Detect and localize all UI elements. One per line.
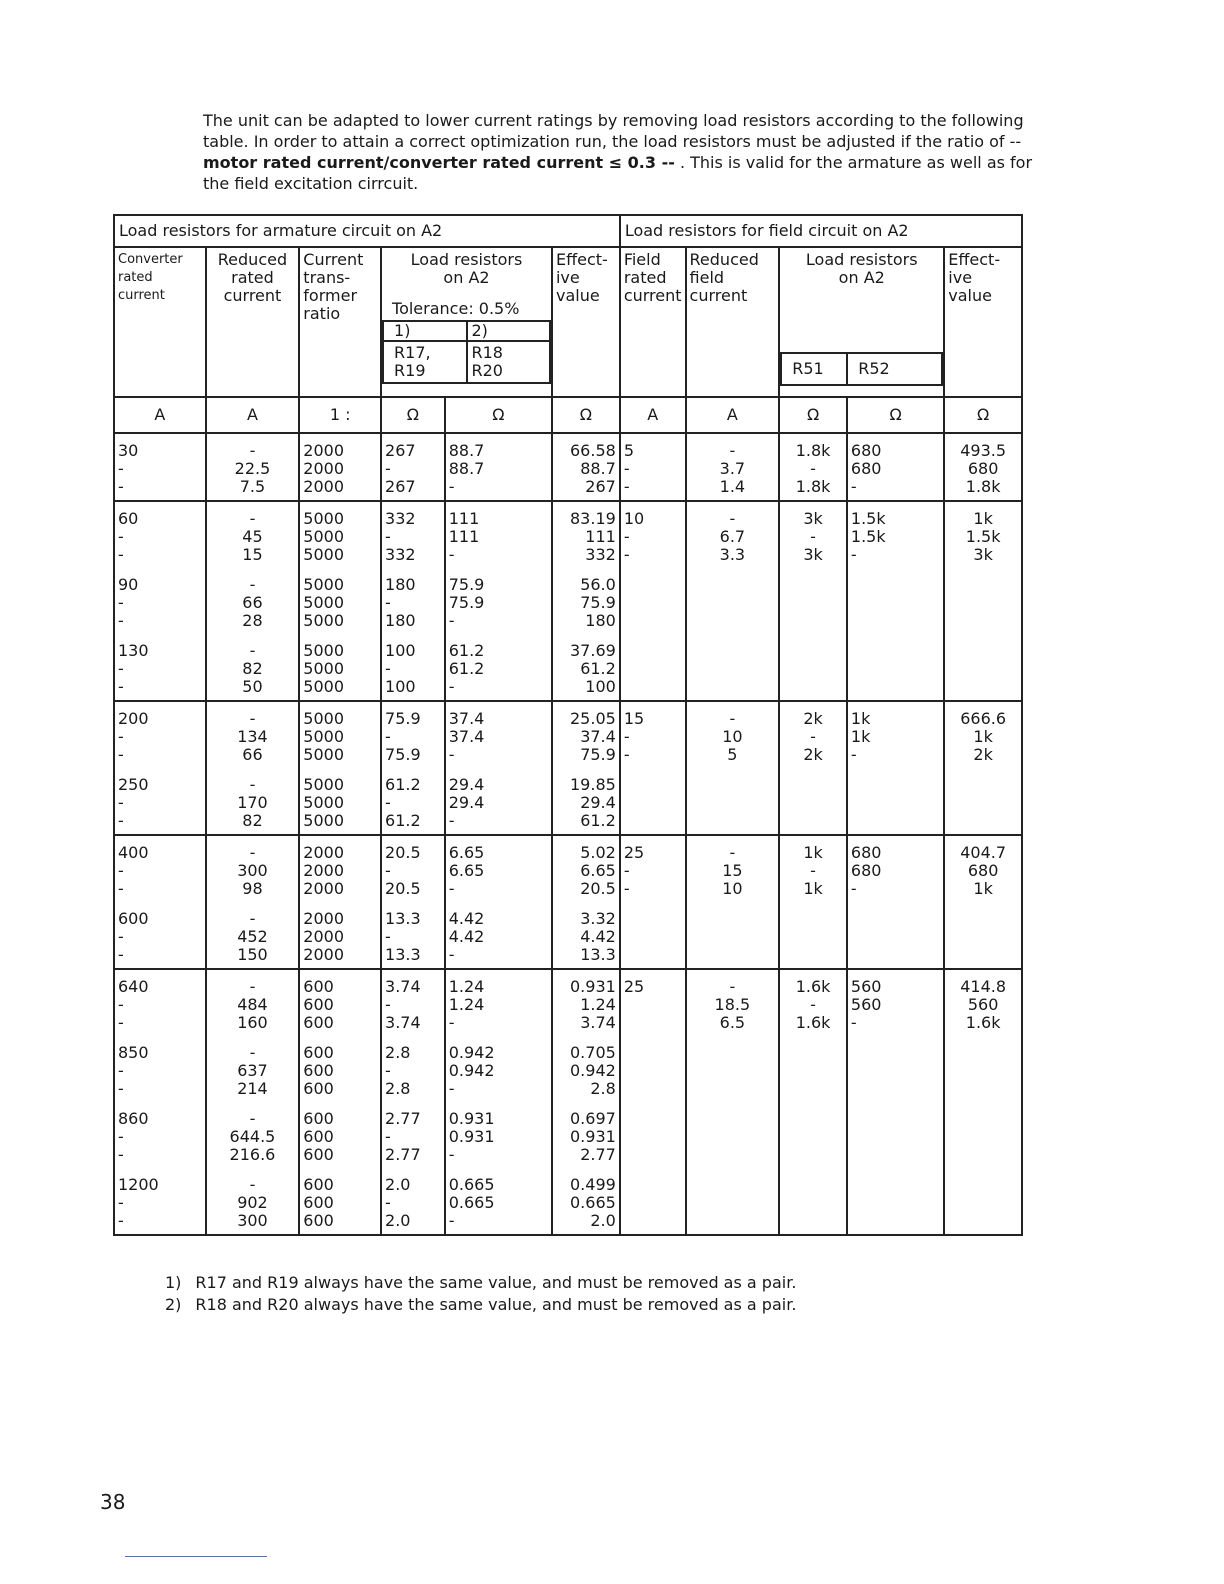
converter-rated-cell: 130 - - — [114, 634, 206, 701]
effective-value-cell: 37.69 61.2 100 — [552, 634, 620, 701]
r17-r19-cell: 2.77 - 2.77 — [381, 1102, 445, 1168]
field-rated-cell: 10 - - — [620, 501, 686, 701]
converter-rated-cell: 250 - - — [114, 768, 206, 835]
r17-r19-cell: 75.9 - 75.9 — [381, 701, 445, 768]
converter-rated-cell: 860 - - — [114, 1102, 206, 1168]
reduced-rated-cell: - 452 150 — [206, 902, 300, 969]
converter-rated-cell: 1200 - - — [114, 1168, 206, 1235]
reduced-rated-cell: - 22.5 7.5 — [206, 433, 300, 501]
field-effective-value-cell: 666.6 1k 2k — [944, 701, 1022, 835]
footnote-ref-2: 2) — [467, 321, 550, 341]
r52-cell: 1k 1k - — [847, 701, 944, 835]
effective-value-cell: 19.85 29.4 61.2 — [552, 768, 620, 835]
reduced-field-cell: - 6.7 3.3 — [686, 501, 780, 701]
r51-cell: 1k - 1k — [779, 835, 847, 969]
reduced-rated-cell: - 134 66 — [206, 701, 300, 768]
header-reduced-field: Reduced field current — [686, 247, 780, 397]
effective-value-cell: 0.931 1.24 3.74 — [552, 969, 620, 1036]
r18-r20-cell: 0.931 0.931 - — [445, 1102, 552, 1168]
r17-r19-cell: 180 - 180 — [381, 568, 445, 634]
r17-r19-cell: 332 - 332 — [381, 501, 445, 568]
reduced-field-cell: - 3.7 1.4 — [686, 433, 780, 501]
reduced-rated-cell: - 484 160 — [206, 969, 300, 1036]
footnotes — [165, 1272, 796, 1316]
ct-ratio-cell: 5000 5000 5000 — [299, 768, 381, 835]
r17-r19-cell: 267 - 267 — [381, 433, 445, 501]
footnote-mark: 1) — [165, 1273, 182, 1292]
converter-rated-cell: 640 - - — [114, 969, 206, 1036]
field-load-resistors-label: Load resistors on A2 — [805, 250, 918, 287]
converter-rated-cell: 200 - - — [114, 701, 206, 768]
effective-value-cell: 56.0 75.9 180 — [552, 568, 620, 634]
header-field-rated: Field rated current — [620, 247, 686, 397]
field-rated-cell: 15 - - — [620, 701, 686, 835]
footnote-ref-1: 1) — [383, 321, 466, 341]
ct-ratio-cell: 2000 2000 2000 — [299, 835, 381, 902]
unit-cell: A — [620, 397, 686, 433]
effective-value-cell: 66.58 88.7 267 — [552, 433, 620, 501]
ct-ratio-cell: 600 600 600 — [299, 1102, 381, 1168]
r18-r20-cell: 1.24 1.24 - — [445, 969, 552, 1036]
ct-ratio-cell: 600 600 600 — [299, 1036, 381, 1102]
table-row — [114, 501, 1022, 568]
effective-value-cell: 5.02 6.65 20.5 — [552, 835, 620, 902]
footnote — [165, 1294, 796, 1316]
r52-cell: 560 560 - — [847, 969, 944, 1235]
r17-r19-cell: 13.3 - 13.3 — [381, 902, 445, 969]
unit-cell: Ω — [381, 397, 445, 433]
r17-r19-cell: 100 - 100 — [381, 634, 445, 701]
ct-ratio-cell: 5000 5000 5000 — [299, 634, 381, 701]
ct-ratio-cell: 5000 5000 5000 — [299, 501, 381, 568]
r18-r20-cell: 88.7 88.7 - — [445, 433, 552, 501]
load-resistor-table — [113, 214, 1023, 1236]
field-rated-cell: 25 — [620, 969, 686, 1235]
intro-text-1: The unit can be adapted to lower current ratings by removing load resistors according to the following table. In order to attain a correct optimization run, the load resistors must be adjusted if the ratio of -- — [203, 111, 1024, 151]
ct-ratio-cell: 2000 2000 2000 — [299, 433, 381, 501]
field-effective-value-cell: 404.7 680 1k — [944, 835, 1022, 969]
intro-text-2: . This is valid for the armature as well as for the field excitation cirrcuit. — [203, 153, 1033, 193]
r17-r19-cell: 20.5 - 20.5 — [381, 835, 445, 902]
r17-r19-cell: 3.74 - 3.74 — [381, 969, 445, 1036]
unit-cell: Ω — [552, 397, 620, 433]
r18-r20-cell: 6.65 6.65 - — [445, 835, 552, 902]
field-effective-value-cell: 414.8 560 1.6k — [944, 969, 1022, 1235]
r18-r20-cell: 0.942 0.942 - — [445, 1036, 552, 1102]
header-field-effective-value: Effect- ive value — [944, 247, 1022, 397]
field-resistor-subheader — [780, 352, 943, 386]
reduced-field-cell: - 15 10 — [686, 835, 780, 969]
armature-title: Load resistors for armature circuit on A2 — [114, 215, 620, 247]
table-row — [114, 433, 1022, 501]
effective-value-cell: 0.697 0.931 2.77 — [552, 1102, 620, 1168]
reduced-rated-cell: - 902 300 — [206, 1168, 300, 1235]
ct-ratio-cell: 600 600 600 — [299, 1168, 381, 1235]
page-number: 38 — [100, 1490, 126, 1514]
r18-r20-cell: 75.9 75.9 - — [445, 568, 552, 634]
r52-cell: 1.5k 1.5k - — [847, 501, 944, 701]
r17-r19-cell: 61.2 - 61.2 — [381, 768, 445, 835]
reduced-rated-cell: - 300 98 — [206, 835, 300, 902]
reduced-rated-cell: - 66 28 — [206, 568, 300, 634]
converter-rated-cell: 850 - - — [114, 1036, 206, 1102]
header-r18-r20: R18 R20 — [467, 341, 550, 383]
table-row — [114, 969, 1022, 1036]
reduced-rated-cell: - 82 50 — [206, 634, 300, 701]
unit-cell: 1 : — [299, 397, 381, 433]
r51-cell: 3k - 3k — [779, 501, 847, 701]
unit-cell: Ω — [779, 397, 847, 433]
header-r52: R52 — [847, 353, 942, 385]
r17-r19-cell: 2.8 - 2.8 — [381, 1036, 445, 1102]
header-r51: R51 — [781, 353, 847, 385]
reduced-rated-cell: - 170 82 — [206, 768, 300, 835]
header-field-load-resistors — [779, 247, 944, 397]
ct-ratio-cell: 600 600 600 — [299, 969, 381, 1036]
converter-rated-cell: 60 - - — [114, 501, 206, 568]
tolerance-label: Tolerance: 0.5% — [392, 299, 520, 318]
effective-value-cell: 25.05 37.4 75.9 — [552, 701, 620, 768]
unit-cell: Ω — [847, 397, 944, 433]
header-converter-rated: Converter rated current — [114, 247, 206, 397]
reduced-rated-cell: - 644.5 216.6 — [206, 1102, 300, 1168]
r17-r19-cell: 2.0 - 2.0 — [381, 1168, 445, 1235]
effective-value-cell: 0.705 0.942 2.8 — [552, 1036, 620, 1102]
load-resistors-label: Load resistors on A2 — [410, 250, 523, 287]
ct-ratio-cell: 5000 5000 5000 — [299, 701, 381, 768]
footnote-mark: 2) — [165, 1295, 182, 1314]
header-load-resistors — [381, 247, 552, 397]
ct-ratio-cell: 5000 5000 5000 — [299, 568, 381, 634]
r51-cell: 1.8k - 1.8k — [779, 433, 847, 501]
table-row — [114, 701, 1022, 768]
r18-r20-cell: 61.2 61.2 - — [445, 634, 552, 701]
footnote-text: R17 and R19 always have the same value, and must be removed as a pair. — [195, 1273, 797, 1292]
field-rated-cell: 5 - - — [620, 433, 686, 501]
load-resistor-subheader — [382, 320, 551, 384]
field-effective-value-cell: 493.5 680 1.8k — [944, 433, 1022, 501]
converter-rated-cell: 30 - - — [114, 433, 206, 501]
effective-value-cell: 0.499 0.665 2.0 — [552, 1168, 620, 1235]
header-r17-r19: R17, R19 — [383, 341, 466, 383]
ct-ratio-cell: 2000 2000 2000 — [299, 902, 381, 969]
header-ct-ratio: Current trans- former ratio — [299, 247, 381, 397]
intro-paragraph — [203, 110, 1033, 194]
effective-value-cell: 3.32 4.42 13.3 — [552, 902, 620, 969]
reduced-field-cell: - 10 5 — [686, 701, 780, 835]
unit-cell: Ω — [445, 397, 552, 433]
converter-rated-cell: 400 - - — [114, 835, 206, 902]
footnote — [165, 1272, 796, 1294]
unit-cell: A — [206, 397, 300, 433]
intro-bold-ratio: motor rated current/converter rated current ≤ 0.3 -- — [203, 153, 675, 172]
r18-r20-cell: 111 111 - — [445, 501, 552, 568]
unit-cell: A — [686, 397, 780, 433]
converter-rated-cell: 90 - - — [114, 568, 206, 634]
units-row — [114, 397, 1022, 433]
r52-cell: 680 680 - — [847, 433, 944, 501]
r18-r20-cell: 0.665 0.665 - — [445, 1168, 552, 1235]
converter-rated-cell: 600 - - — [114, 902, 206, 969]
r52-cell: 680 680 - — [847, 835, 944, 969]
unit-cell: Ω — [944, 397, 1022, 433]
footer-rule — [125, 1556, 267, 1557]
r18-r20-cell: 37.4 37.4 - — [445, 701, 552, 768]
reduced-field-cell: - 18.5 6.5 — [686, 969, 780, 1235]
reduced-rated-cell: - 45 15 — [206, 501, 300, 568]
unit-cell: A — [114, 397, 206, 433]
footnote-text: R18 and R20 always have the same value, and must be removed as a pair. — [195, 1295, 797, 1314]
r51-cell: 2k - 2k — [779, 701, 847, 835]
table-body — [114, 433, 1022, 1235]
r51-cell: 1.6k - 1.6k — [779, 969, 847, 1235]
r18-r20-cell: 4.42 4.42 - — [445, 902, 552, 969]
r18-r20-cell: 29.4 29.4 - — [445, 768, 552, 835]
field-effective-value-cell: 1k 1.5k 3k — [944, 501, 1022, 701]
effective-value-cell: 83.19 111 332 — [552, 501, 620, 568]
field-rated-cell: 25 - - — [620, 835, 686, 969]
table-row — [114, 835, 1022, 902]
header-reduced-rated: Reduced rated current — [206, 247, 300, 397]
field-title: Load resistors for field circuit on A2 — [620, 215, 1022, 247]
header-effective-value: Effect- ive value — [552, 247, 620, 397]
reduced-rated-cell: - 637 214 — [206, 1036, 300, 1102]
